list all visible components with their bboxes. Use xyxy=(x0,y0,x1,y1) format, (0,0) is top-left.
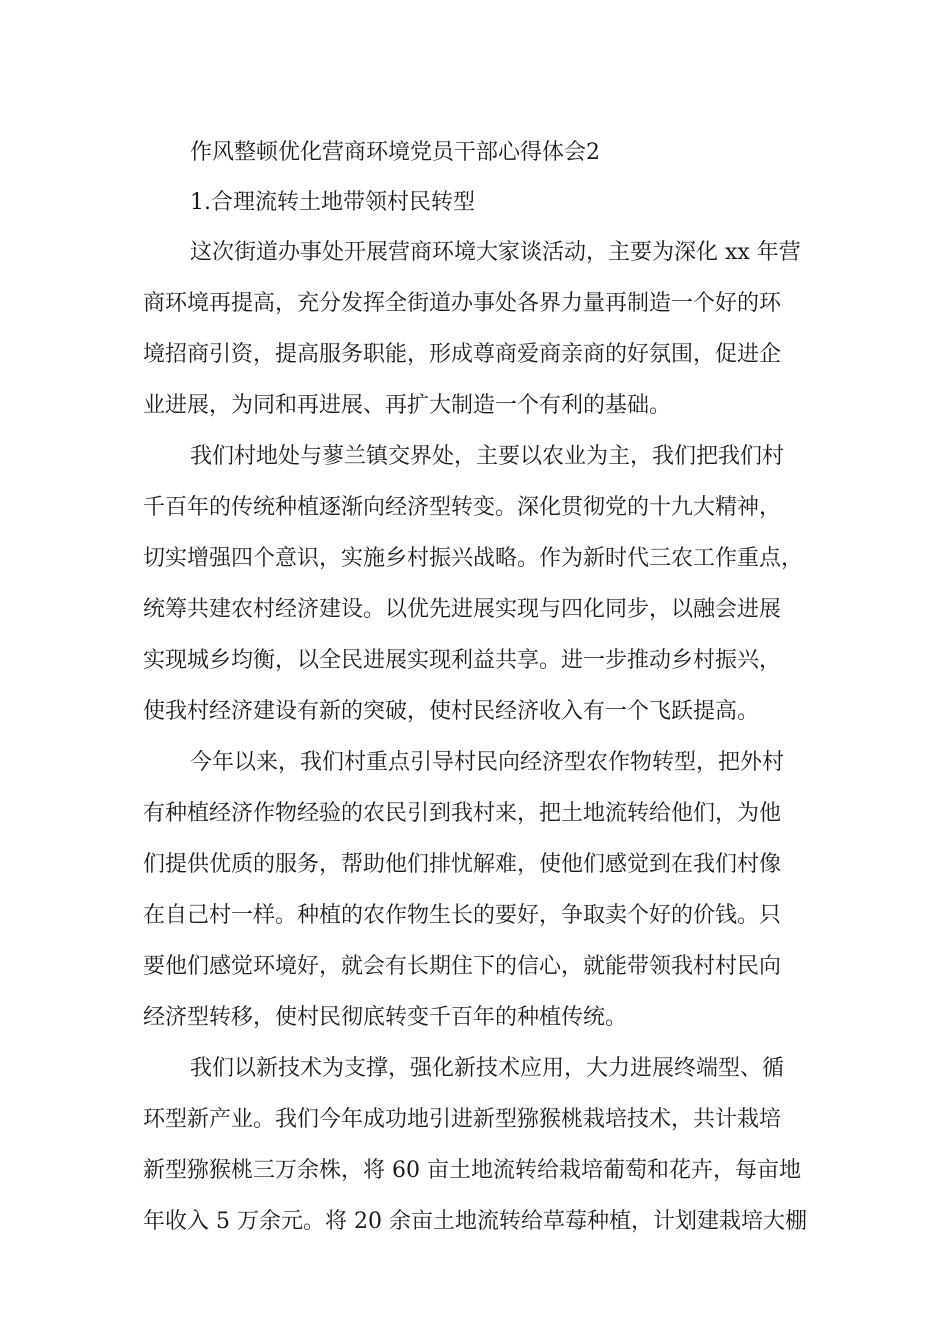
paragraph-2-line-2: 千百年的传统种植逐渐向经济型转变。深化贯彻党的十九大精神， xyxy=(143,495,782,520)
paragraph-4-line-1: 我们以新技术为支撑，强化新技术应用，大力进展终端型、循 xyxy=(190,1056,785,1081)
paragraph-3-line-5: 要他们感觉环境好，就会有长期住下的信心，就能带领我村村民向 xyxy=(143,954,782,979)
paragraph-2-line-1: 我们村地处与蓼兰镇交界处，主要以农业为主，我们把我们村 xyxy=(190,444,785,469)
section-heading: 1.合理流转土地带领村民转型 xyxy=(190,190,475,215)
paragraph-4-line-2: 环型新产业。我们今年成功地引进新型猕猴桃栽培技术，共计栽培 xyxy=(143,1107,782,1132)
paragraph-1-line-1: 这次街道办事处开展营商环境大家谈活动，主要为深化 xx 年营 xyxy=(190,240,801,265)
document-title: 作风整顿优化营商环境党员干部心得体会2 xyxy=(190,140,600,165)
paragraph-4-line-3: 新型猕猴桃三万余株，将 60 亩土地流转给栽培葡萄和花卉，每亩地 xyxy=(143,1158,801,1183)
paragraph-1-line-2: 商环境再提高，充分发挥全街道办事处各界力量再制造一个好的环 xyxy=(143,291,782,316)
paragraph-3-line-4: 在自己村一样。种植的农作物生长的要好，争取卖个好的价钱。只 xyxy=(143,903,782,928)
paragraph-1-line-3: 境招商引资，提高服务职能，形成尊商爱商亲商的好氛围，促进企 xyxy=(143,342,782,367)
paragraph-1-line-4: 业进展，为同和再进展、再扩大制造一个有利的基础。 xyxy=(143,393,672,418)
paragraph-3-line-1: 今年以来，我们村重点引导村民向经济型农作物转型，把外村 xyxy=(190,750,785,775)
paragraph-3-line-3: 们提供优质的服务，帮助他们排忧解难，使他们感觉到在我们村像 xyxy=(143,852,782,877)
paragraph-2-line-3: 切实增强四个意识，实施乡村振兴战略。作为新时代三农工作重点， xyxy=(143,546,804,571)
paragraph-4-line-4: 年收入 5 万余元。将 20 余亩土地流转给草莓种植，计划建栽培大棚 xyxy=(143,1209,807,1234)
paragraph-3-line-6: 经济型转移，使村民彻底转变千百年的种植传统。 xyxy=(143,1005,628,1030)
paragraph-2-line-6: 使我村经济建设有新的突破，使村民经济收入有一个飞跃提高。 xyxy=(143,699,760,724)
paragraph-3-line-2: 有种植经济作物经验的农民引到我村来，把土地流转给他们，为他 xyxy=(143,801,782,826)
paragraph-2-line-4: 统筹共建农村经济建设。以优先进展实现与四化同步，以融会进展 xyxy=(143,597,782,622)
paragraph-2-line-5: 实现城乡均衡，以全民进展实现利益共享。进一步推动乡村振兴， xyxy=(143,648,782,673)
